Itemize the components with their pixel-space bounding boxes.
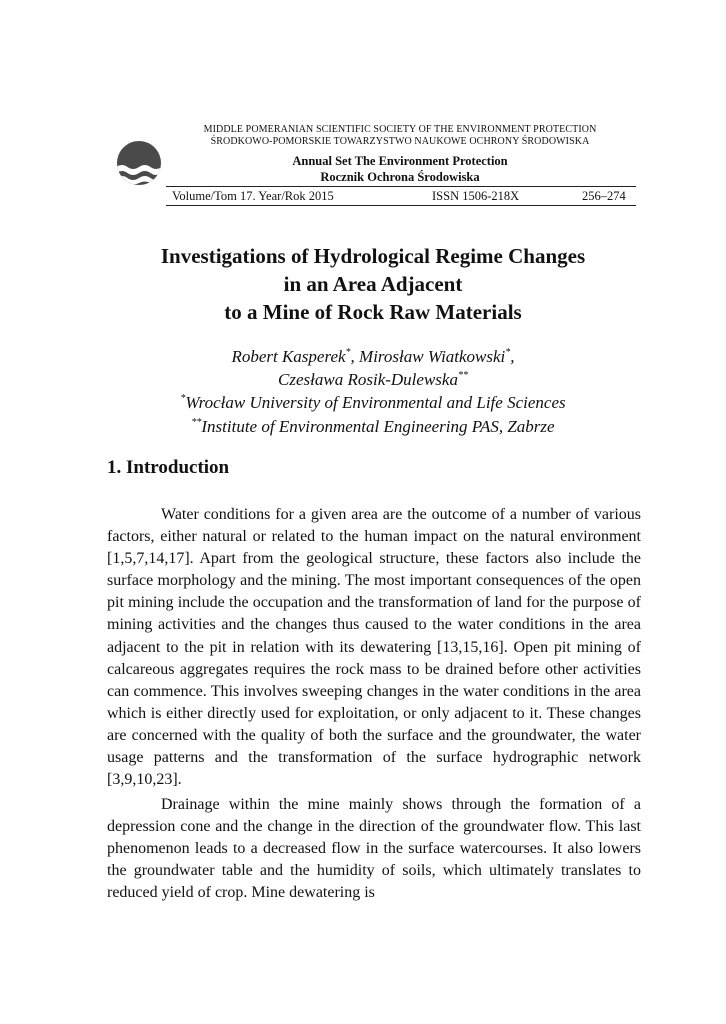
society-name-en: MIDDLE POMERANIAN SCIENTIFIC SOCIETY OF THE ENVIRONMENT PROTECTION xyxy=(203,124,597,135)
affiliation-1 xyxy=(60,392,686,414)
author-separator: , xyxy=(350,347,360,366)
issn: ISSN 1506-218X xyxy=(432,189,520,203)
affiliation-name: Institute of Environmental Engineering PAS, Zabrze xyxy=(201,417,555,436)
section-heading: 1. Introduction xyxy=(107,457,230,478)
author-line-2 xyxy=(60,369,686,391)
paper-title-line-1: Investigations of Hydrological Regime Changes xyxy=(160,244,586,268)
author-name: Mirosław Wiatkowski xyxy=(359,347,506,366)
journal-title-pl: Rocznik Ochrona Środowiska xyxy=(320,170,480,184)
affiliation-mark: * xyxy=(505,347,511,358)
society-name-pl: ŚRODKOWO-POMORSKIE TOWARZYSTWO NAUKOWE OCHRONY ŚRODOWISKA xyxy=(210,136,590,147)
author-separator: , xyxy=(510,347,515,366)
affiliation-2 xyxy=(60,416,686,438)
author-line-1 xyxy=(60,346,686,368)
page-range: 256–274 xyxy=(582,189,626,203)
paper-title-line-3: to a Mine of Rock Raw Materials xyxy=(224,300,522,324)
affiliation-mark: ** xyxy=(191,417,202,428)
author-name: Robert Kasperek xyxy=(231,347,346,366)
body-paragraph-2: Drainage within the mine mainly shows through the formation of a depression cone and the change in the direction of the groundwater flow. This last phenomenon leads to a decreased flow in the surface watercourses. It also lowers the groundwater table and the humidity of soils, which ultimately translates to reduced yield of crop. Mine dewatering is xyxy=(107,796,641,902)
header-rule-top xyxy=(166,186,636,187)
journal-title-en: Annual Set The Environment Protection xyxy=(292,154,508,168)
body-paragraph-1: Water conditions for a given area are the outcome of a number of various factors, either natural or related to the human impact on the natural environment [1,5,7,14,17]. Apart from the geological structure, these factors also include the surface morphology and the mining. The most important consequences of the open pit mining include the occupation and the transformation of land for the purpose of mining activities and the changes thus caused to the water conditions in the area adjacent to the pit in relation with its dewatering [13,15,16]. Open pit mining of calcareous aggregates requires the rock mass to be drained before other activities can commence. This involves sweeping changes in the water conditions in the area which is either directly used for exploitation, or only adjacent to it. These changes are concerned with the quality of both the surface and the groundwater, the water usage patterns and the transformation of the surface hydrographic network [3,9,10,23]. xyxy=(107,506,641,789)
affiliation-name: Wrocław University of Environmental and Life Sciences xyxy=(185,393,566,412)
header-rule-bottom xyxy=(166,205,636,206)
author-name: Czesława Rosik-Dulewska xyxy=(278,370,458,389)
volume-year: Volume/Tom 17. Year/Rok 2015 xyxy=(172,189,334,203)
affiliation-mark: * xyxy=(180,393,186,404)
affiliation-mark: * xyxy=(345,347,351,358)
affiliation-mark: ** xyxy=(457,370,468,381)
paper-title-line-2: in an Area Adjacent xyxy=(283,272,463,296)
